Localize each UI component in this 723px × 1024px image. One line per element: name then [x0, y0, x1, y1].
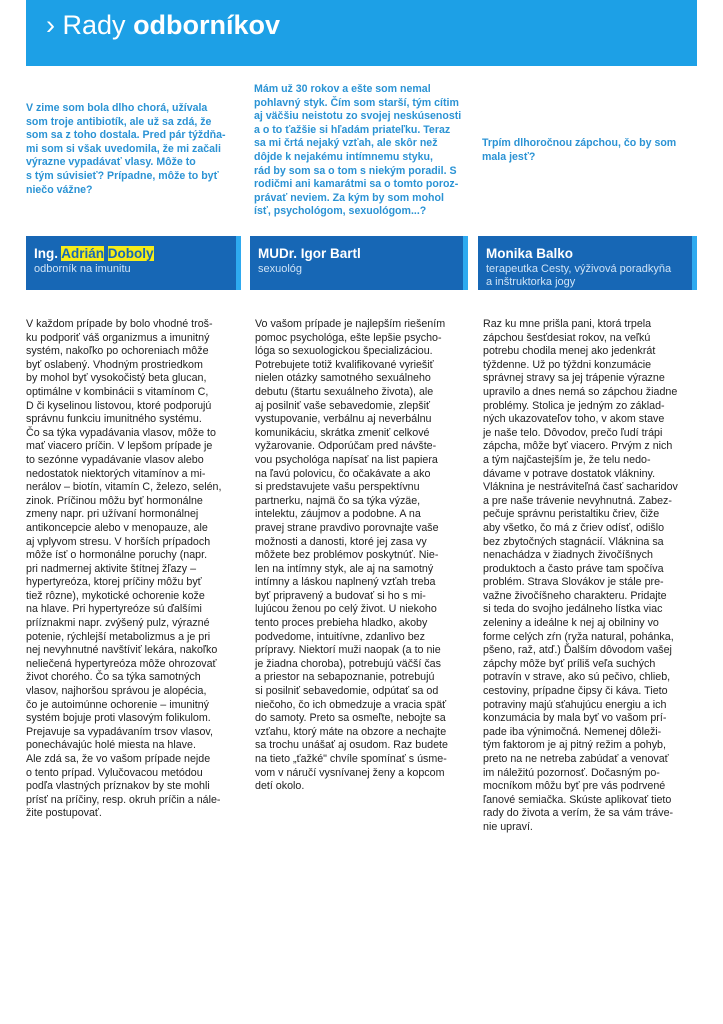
answer-column-1: V každom prípade by bolo vhodné troš- ku podporiť váš organizmus a imunitný systém, nakoľko po ochoreniach môže byť oslabený. Vhodným prostriedkom by mohol byť vysokočistý beta glucan, optimálne v kombinácii s vitamínom C, D či kyselinou listovou, ktoré podporujú správnu funkciu imunitného systému. Čo sa týka vypadávania vlasov, môže to mať viacero príčin. V lepšom prípade je to sezónne vypadávanie vlasov alebo nedostatok niektorých vitamínov a mi- nerálov – biotín, vitamín C, železo, selén, zinok. Príčinou môžu byť hormonálne zmeny napr. pri užívaní hormonálnej antikoncepcie alebo v menopauze, ale aj vplyvom stresu. V horších prípadoch môže ísť o hormonálne poruchy (napr. pri nadmernej aktivite štítnej žľazy – hypertyreóza, ktorej príčiny môžu byť tiež rôzne), mykotické ochorenie kože na hlave. Pri hypertyreóze sú ďalšími prííznakmi napr. zvýšený pulz, výrazné potenie, rýchlejší metabolizmus a je pri nej nevyhnutné navštíviť lekára, nakoľko neliečená hypertyreóza môže ohrozovať život chorého. Čo sa týka samotných vlasov, najhoršou správou je alopécia, čo je autoimúnne ochorenie – imunitný systém bojuje proti vlasovým folikulom. Prejavuje sa vypadávaním trsov vlasov, ponechávajúc holé miesta na hlave. Ale zdá sa, že vo vašom prípade nejde o tento prípad. Vylučovacou metódou podľa vlastných príznakov by ste mohli prísť na príčiny, resp. okruh príčin a nále- žite postupovať.	[26, 318, 222, 820]
answer-column-3: Raz ku mne prišla pani, ktorá trpela zápchou šesťdesiat rokov, na veľkú potrebu chodila menej ako jedenkrát týždenne. Už po týždni konzumácie správnej stravy sa jej trápenie výrazne upravilo a dnes nemá so zápchou žiadne problémy. Stolica je jedným zo základ- ných ukazovateľov toho, v akom stave je naše telo. Dôvodov, prečo ľudí trápi zápcha, môže byť viacero. Prvým z nich a tým najčastejším je, že telu nedo- dávame v potrave dostatok vlákniny. Vláknina je nestráviteľná časť sacharidov a pre naše trávenie nevyhnutná. Zabez- pečuje správnu peristaltiku čriev, čiže aby všetko, čo má z čriev odísť, odišlo bez zbytočných stagnácií. Vláknina sa nenachádza v žiadnych živočíšnych produktoch a často práve tam spočíva problém. Strava Slovákov je stále pre- važne živočíšneho charakteru. Pridajte si teda do svojho jedálneho lístka viac zeleniny a ideálne k nej aj obilniny vo forme celých zŕn (ryža natural, pohánka, pšeno, raž, atď.) Ďalším dôvodom vašej zápchy môže byť príliš veľa suchých potravín v strave, ako sú pečivo, chlieb, cestoviny, prípadne čipsy či káva. Tieto potraviny majú sťahujúcu energiu a ich konzumácia by mala byť vo vašom prí- pade iba výnimočná. Nemenej dôleži- tým faktorom je aj pitný režim a pohyb, preto na ne netreba zabúdať a venovať im náležitú pozornosť. Dočasným po- mocníkom môžu byť pre vás podrvené ľanové semiačka. Skúste aplikovať tieto rady do života a verím, že sa vám tráve- nie upraví.	[483, 318, 678, 833]
bar-edge	[463, 236, 468, 290]
answer-column-2: Vo vašom prípade je najlepším riešením pomoc psychológa, ešte lepšie psycho- lóga so sexuologickou špecializáciou. Potrebujete totiž kvalifikované vyriešiť nielen otázky samotného sexuálneho debutu (štartu sexuálneho života), ale aj posilniť vaše sebavedomie, zlepšiť vystupovanie, verbálnu aj neverbálnu komunikáciu, skrátka zmeniť celkové vyžarovanie. Odporúčam pred návšte- vou psychológa napísať na list papiera na ľavú polovicu, čo očakávate a ako si predstavujete vašu perspektívnu partnerku, najmä čo sa týka výzäe, intelektu, záujmov a podobne. A na pravej strane pravdivo porovnajte vaše možnosti a danosti, ktoré jej zasa vy môžete bez problémov poskytnúť. Nie- len na intímny styk, ale aj na samotný intímny a láskou naplnený vzťah treba byť pripravený a budovať si ho s mi- lujúcou ženou po celý život. U niekoho tento proces prebieha hladko, akoby podvedome, intuitívne, zdanlivo bez prípravy. Niektorí muži naopak (a to nie je žiadna choroba), potrebujú väčší čas a priestor na sebapoznanie, potrebujú si posilniť sebavedomie, odpútať sa od niečoho, čo ich obmedzuje a vracia späť do samoty. Preto sa osmeľte, nebojte sa vzťahu, ktorý máte na obzore a nechajte sa trochu unášať aj osudom. Raz budete na tieto „ťažké" chvíle spomínať s úsme- vom v náručí vysnívanej ženy a kopcom detí okolo.	[255, 318, 448, 793]
title-bold: odborníkov	[133, 10, 281, 40]
title-thin: Rady	[62, 10, 126, 40]
expert-name-2: MUDr. Igor Bartl	[258, 246, 361, 261]
expert-role-2: sexuológ	[258, 263, 303, 275]
bar-edge	[692, 236, 697, 290]
expert-role-3: terapeutka Cesty, výživová poradkyňa a inštruktorka jogy	[486, 263, 672, 288]
bar-edge	[236, 236, 241, 290]
chevron-right-icon: ›	[46, 10, 55, 40]
question-2: Mám už 30 rokov a ešte som nemal pohlavný styk. Čím som starší, tým cítim aj väčšiu neistotu zo svojej neskúsenosti a o to ťažšie si hľadám priateľku. Teraz sa mi črtá nejaký vzťah, ale skôr než dôjde k nejakému intímnemu styku, rád by som sa o tom s niekým poradil. S rodičmi ani kamarátmi sa o tomto poroz- právať neviem. Za kým by som mohol ísť, psychológom, sexuológom...?	[254, 83, 462, 218]
expert-last-name: Doboly	[107, 246, 154, 261]
question-1: V zime som bola dlho chorá, užívala som troje antibiotík, ale už sa zdá, že som sa z toho dostala. Pred pár týždňa- mi som si však uvedomila, že mi začali výrazne vypadávať vlasy. Môže to s tým súvisieť? Prípadne, môže to byť niečo vážne?	[26, 102, 226, 196]
expert-bar-1	[26, 236, 241, 290]
expert-name-3: Monika Balko	[486, 246, 574, 261]
expert-title-prefix: Ing.	[34, 246, 62, 261]
expert-name-1	[34, 246, 154, 262]
expert-first-name: Adrián	[61, 246, 105, 261]
header-banner	[26, 0, 697, 66]
page-title	[46, 10, 280, 40]
expert-bar-3	[478, 236, 697, 290]
question-3: Trpím dlhoročnou zápchou, čo by som mala jesť?	[482, 137, 677, 163]
expert-role-1: odborník na imunitu	[34, 263, 131, 275]
expert-bar-2	[250, 236, 468, 290]
